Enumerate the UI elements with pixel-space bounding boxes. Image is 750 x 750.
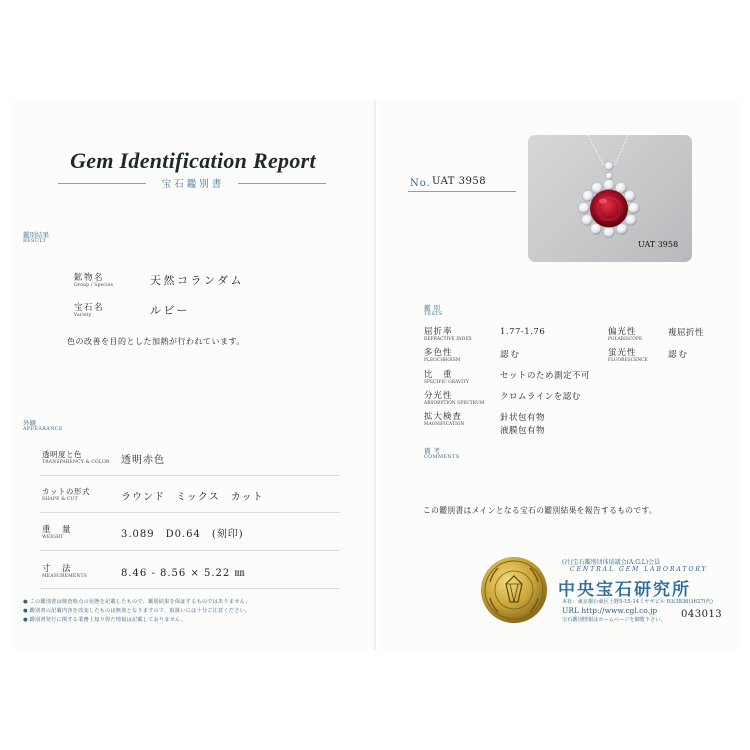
appearance-heading-jp: 外観	[23, 419, 36, 427]
laboratory-url-note: 宝石鑑別情報はホームページを御覧下さい。	[562, 617, 666, 623]
appearance-rule	[40, 550, 340, 551]
result-heading-en: RESULT	[23, 238, 47, 244]
transparency-label-en: TRANSPARENCY & COLOR	[42, 460, 110, 465]
refractive-index-label-jp: 屈折率	[424, 327, 453, 337]
laboratory-url[interactable]: URL http://www.cgl.co.jp	[562, 606, 658, 615]
gem-photo	[528, 135, 692, 262]
cut-label-en: SHAPE & CUT	[42, 497, 78, 502]
species-value: 天然コランダム	[150, 274, 245, 287]
tests-heading-jp: 鑑別	[424, 304, 443, 312]
species-label-jp: 鉱物名	[74, 273, 105, 283]
variety-value: ルビー	[150, 304, 191, 317]
specific-gravity-label-en: SPECIFIC GRAVITY	[424, 380, 469, 385]
variety-label-jp: 宝石名	[74, 303, 105, 313]
absorption-spectrum-label-en: ABSORPTION SPECTRUM	[424, 401, 485, 406]
pleochroism-label-jp: 多色性	[424, 348, 453, 358]
polariscope-value: 複屈折性	[668, 328, 705, 338]
report-number-value: UAT 3958	[432, 176, 487, 187]
pleochroism-label-en: PLEOCHROISM	[424, 358, 461, 363]
fluorescence-label-jp: 蛍光性	[608, 348, 637, 358]
footnote: ● 鑑別書の記載内容を改変したものは無効となりますので、取扱いには十分ご注意ください。	[23, 608, 251, 614]
comments-heading-en: COMMENTS	[424, 454, 460, 460]
measurements-label-jp: 寸 法	[42, 564, 73, 574]
measurements-label-en: MEASUREMENTS	[42, 574, 88, 579]
tests-heading-en: TESTS	[424, 311, 443, 317]
pleochroism-value: 認む	[500, 350, 522, 360]
specific-gravity-value: セットのため測定不可	[500, 371, 591, 381]
weight-value: 3.089 D0.64 (刻印)	[121, 529, 244, 540]
transparency-label-jp: 透明度と色	[42, 450, 82, 459]
magnification-value-2: 液膜包有物	[500, 426, 546, 436]
statement-text: この鑑別書はメインとなる宝石の鑑別結果を報告するものです。	[423, 506, 658, 515]
fluorescence-value: 認む	[668, 350, 690, 360]
magnification-value: 針状包有物	[500, 413, 546, 423]
laboratory-address: 本社：東京都台東区上野5-15-14ミヤギビル 03(3836)1627(代)	[562, 599, 713, 605]
magnification-label-en: MAGNIFICATION	[424, 422, 465, 427]
fluorescence-label-en: FLUORESCENCE	[608, 358, 648, 363]
refractive-index-label-en: REFRACTIVE INDEX	[424, 337, 472, 342]
polariscope-label-en: POLARISCOPE	[608, 337, 643, 342]
cut-value: ラウンド ミックス カット	[121, 492, 264, 503]
report-number-rule	[408, 191, 516, 192]
appearance-rule	[40, 475, 340, 476]
weight-label-en: WEIGHT	[42, 535, 64, 540]
laboratory-association: (社)宝石鑑別団体協議会(A.G.L)会員	[562, 559, 661, 566]
gold-seal-icon	[478, 554, 550, 626]
comments-heading-jp: 備考	[424, 447, 443, 455]
magnification-label-jp: 拡大検査	[424, 412, 463, 422]
footnote: ● この鑑別書は検査時点の状態を記載したもので、鑑別結果を保証するものではありません。	[23, 599, 251, 605]
result-heading-jp: 鑑別結果	[23, 231, 49, 239]
appearance-rule	[40, 588, 340, 589]
report-number-label: No.	[410, 178, 431, 189]
species-label-en: Group / Species	[74, 283, 114, 288]
laboratory-seal	[478, 554, 550, 626]
photo-label: UAT 3958	[638, 240, 679, 249]
absorption-spectrum-value: クロムラインを認む	[500, 392, 581, 402]
appearance-heading-en: APPEARANCE	[23, 426, 63, 432]
measurements-value: 8.46 - 8.56 × 5.22 ㎜	[121, 568, 246, 579]
certificate-number: 043013	[681, 609, 723, 620]
appearance-rule	[40, 512, 340, 513]
treatment-comment: 色の改善を目的とした加熱が行われています。	[67, 337, 245, 346]
absorption-spectrum-label-jp: 分光性	[424, 391, 453, 401]
refractive-index-value: 1.77-1.76	[500, 327, 546, 337]
laboratory-name-en: CENTRAL GEM LABORATORY	[570, 566, 708, 573]
laboratory-name-jp: 中央宝石研究所	[558, 580, 691, 600]
variety-label-en: Variety	[74, 313, 92, 318]
cut-label-jp: カットの形式	[42, 487, 90, 496]
specific-gravity-label-jp: 比 重	[424, 370, 453, 380]
report-title: Gem Identification Report	[70, 148, 316, 173]
footnote: ● 鑑別書発行に関する業務上知り得た情報は記載しておりません。	[23, 617, 187, 623]
polariscope-label-jp: 偏光性	[608, 327, 637, 337]
report-subtitle: 宝石鑑別書	[161, 179, 225, 190]
weight-label-jp: 重 量	[42, 525, 73, 535]
transparency-value: 透明赤色	[121, 455, 165, 466]
